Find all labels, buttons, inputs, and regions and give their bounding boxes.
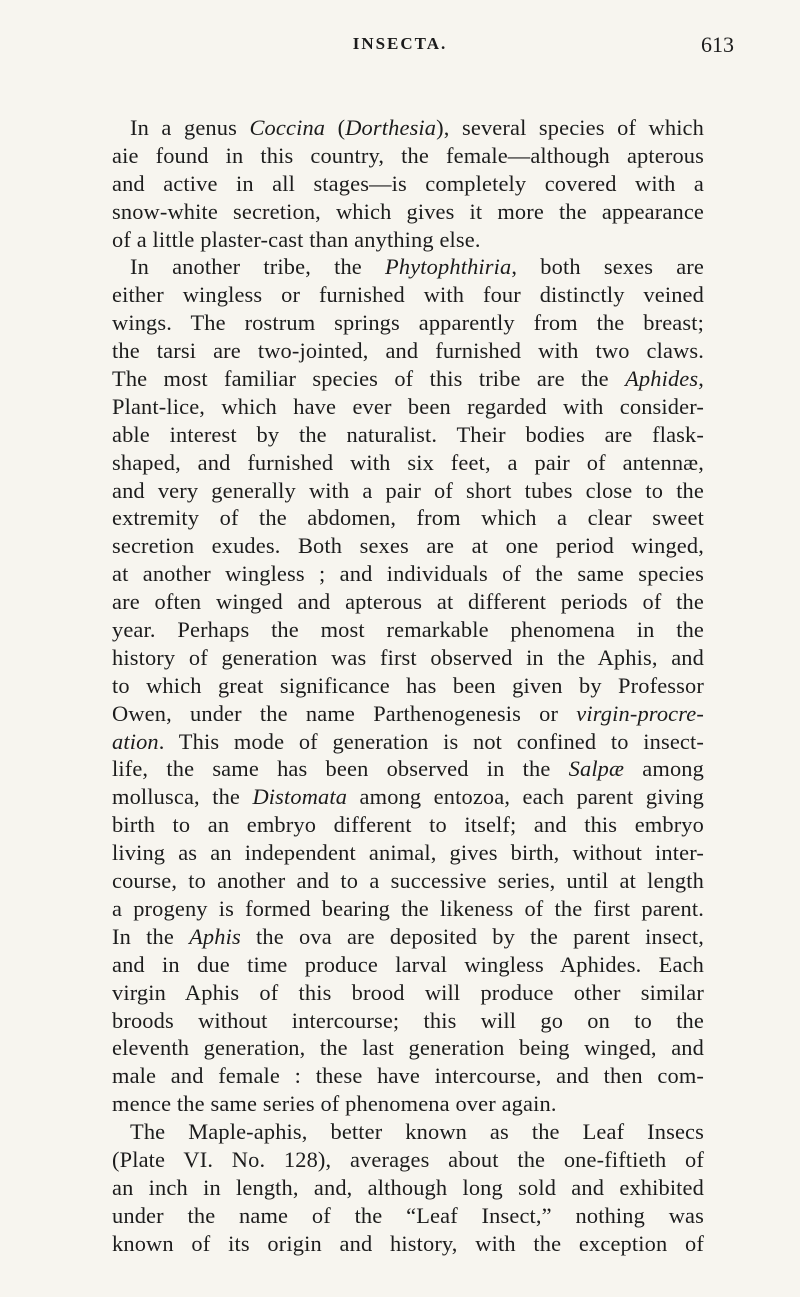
text-line: life, the same has been observed in the Salpæ among — [112, 756, 704, 782]
text-line: eleventh generation, the last generation being winged, and — [112, 1035, 704, 1061]
text-line: shaped, and furnished with six feet, a pair of antennæ, — [112, 449, 704, 475]
running-title: INSECTA. — [352, 34, 448, 53]
text-line: The Maple-aphis, better known as the Leaf Insecs — [130, 1119, 704, 1145]
text-line: either wingless or furnished with four distinctly veined — [112, 282, 704, 308]
text-line: living as an independent animal, gives birth, without inter- — [112, 840, 704, 866]
text-line: broods without intercourse; this will go on to the — [112, 1007, 704, 1033]
text-line: The most familiar species of this tribe are the Aphides, — [112, 366, 704, 392]
text-line: history of generation was first observed in the Aphis, and — [112, 644, 704, 670]
text-line: known of its origin and history, with the exception of — [112, 1230, 704, 1256]
text-line: at another wingless ; and individuals of the same species — [112, 561, 704, 587]
text-line: In another tribe, the Phytophthiria, both sexes are — [130, 254, 704, 280]
text-line: of a little plaster-cast than anything else. — [112, 226, 481, 252]
body-text — [112, 114, 704, 1258]
running-head — [0, 34, 800, 64]
text-line: Owen, under the name Parthenogenesis or virgin-procre- — [112, 700, 704, 726]
text-line: aie found in this country, the female—although apterous — [112, 142, 704, 168]
text-line: to which great significance has been given by Professor — [112, 672, 704, 698]
text-line: under the name of the “Leaf Insect,” nothing was — [112, 1202, 704, 1228]
text-line: In the Aphis the ova are deposited by the parent insect, — [112, 923, 704, 949]
text-line: extremity of the abdomen, from which a clear sweet — [112, 505, 704, 531]
text-line: wings. The rostrum springs apparently from the breast; — [112, 310, 704, 336]
text-line: ation. This mode of generation is not confined to insect- — [112, 728, 704, 754]
text-line: are often winged and apterous at different periods of the — [112, 589, 704, 615]
text-line: mence the same series of phenomena over again. — [112, 1091, 557, 1117]
text-line: virgin Aphis of this brood will produce other similar — [112, 979, 704, 1005]
text-line: the tarsi are two-jointed, and furnished with two claws. — [112, 338, 704, 364]
text-line: an inch in length, and, although long sold and exhibited — [112, 1174, 704, 1200]
text-line: and very generally with a pair of short tubes close to the — [112, 477, 704, 503]
text-line: male and female : these have intercourse, and then com- — [112, 1063, 704, 1089]
text-line: In a genus Coccina (Dorthesia), several species of which — [130, 115, 704, 140]
text-line: and active in all stages—is completely covered with a — [112, 170, 704, 196]
text-line: able interest by the naturalist. Their bodies are flask- — [112, 421, 704, 447]
page-number: 613 — [701, 32, 734, 57]
text-line: course, to another and to a successive series, until at length — [112, 868, 704, 894]
text-line: a progeny is formed bearing the likeness of the first parent. — [112, 895, 704, 921]
text-line: year. Perhaps the most remarkable phenomena in the — [112, 617, 704, 643]
text-line: (Plate VI. No. 128), averages about the one-fiftieth of — [112, 1146, 704, 1172]
text-line: and in due time produce larval wingless Aphides. Each — [112, 951, 704, 977]
text-line: birth to an embryo different to itself; and this embryo — [112, 812, 704, 838]
text-line: Plant-lice, which have ever been regarded with consider- — [112, 393, 704, 419]
text-line: mollusca, the Distomata among entozoa, each parent giving — [112, 784, 704, 810]
text-line: secretion exudes. Both sexes are at one period winged, — [112, 533, 704, 559]
text-line: snow-white secretion, which gives it more the appearance — [112, 198, 704, 224]
